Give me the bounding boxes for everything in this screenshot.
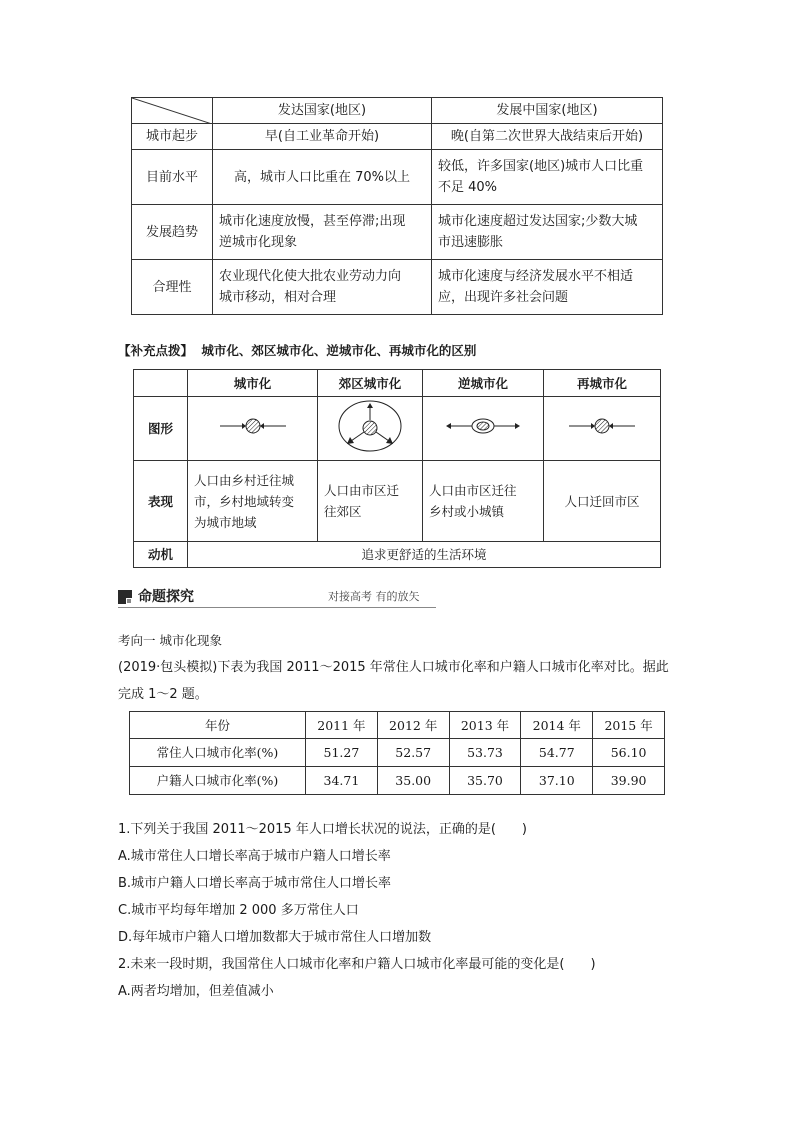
cell-value: 54.77 xyxy=(521,739,593,767)
header-2012: 2012 年 xyxy=(377,712,449,739)
supplement-title: 城市化、郊区城市化、逆城市化、再城市化的区别 xyxy=(201,343,477,358)
header-2011: 2011 年 xyxy=(306,712,378,739)
figure-reurbanization xyxy=(544,397,661,461)
row-label-motive: 动机 xyxy=(134,542,188,568)
reurbanization-inward-arrows-icon xyxy=(567,411,637,441)
question-1-option-c[interactable]: C.城市平均每年增加 2 000 多万常住人口 xyxy=(118,903,359,918)
section-subtitle: 对接高考 有的放矢 xyxy=(328,590,420,603)
header-2015: 2015 年 xyxy=(593,712,665,739)
section-icon xyxy=(118,590,132,604)
question-2-option-a[interactable]: A.两者均增加，但差值减小 xyxy=(118,984,274,999)
cell-developing-rationality: 城市化速度与经济发展水平不相适 应，出现许多社会问题 xyxy=(432,260,663,315)
figure-counter-urbanization xyxy=(423,397,544,461)
cell-developed-trend: 城市化速度放慢，甚至停滞;出现 逆城市化现象 xyxy=(213,205,432,260)
cell-value: 52.57 xyxy=(377,739,449,767)
header-urbanization: 城市化 xyxy=(188,370,318,397)
show-counter-urbanization: 人口由市区迁往 乡村或小城镇 xyxy=(423,461,544,542)
cell-value: 39.90 xyxy=(593,767,665,795)
motive-text: 追求更舒适的生活环境 xyxy=(188,542,661,568)
header-reurbanization: 再城市化 xyxy=(544,370,661,397)
exam-intro-line1: (2019·包头模拟)下表为我国 2011～2015 年常住人口城市化率和户籍人口城市化率对比。据此 xyxy=(118,660,669,675)
row-label-trend: 发展趋势 xyxy=(132,205,213,260)
row-label-registered: 户籍人口城市化率(%) xyxy=(130,767,306,795)
cell-developing-level: 较低，许多国家(地区)城市人口比重 不足 40% xyxy=(432,150,663,205)
cell-developing-trend: 城市化速度超过发达国家;少数大城 市迅速膨胀 xyxy=(432,205,663,260)
cell-developed-rationality: 农业现代化使大批农业劳动力向 城市移动，相对合理 xyxy=(213,260,432,315)
show-suburbanization: 人口由市区迁 往郊区 xyxy=(318,461,423,542)
question-1: 1.下列关于我国 2011～2015 年人口增长状况的说法，正确的是( ) xyxy=(118,822,527,837)
urbanization-inward-arrows-icon xyxy=(218,411,288,441)
header-year: 年份 xyxy=(130,712,306,739)
cell-value: 56.10 xyxy=(593,739,665,767)
header-developing: 发展中国家(地区) xyxy=(432,98,663,124)
figure-suburbanization xyxy=(318,397,423,461)
comparison-table xyxy=(131,97,663,315)
cell-value: 51.27 xyxy=(306,739,378,767)
question-1-option-a[interactable]: A.城市常住人口增长率高于城市户籍人口增长率 xyxy=(118,849,391,864)
header-counter-urbanization: 逆城市化 xyxy=(423,370,544,397)
exam-direction: 考向一 城市化现象 xyxy=(118,633,222,648)
supplement-tag: 【补充点拨】 xyxy=(118,343,194,358)
section-underline xyxy=(118,607,436,608)
exam-intro-line2: 完成 1～2 题。 xyxy=(118,687,208,702)
counter-urbanization-outward-arrows-icon xyxy=(443,411,523,441)
header-suburbanization: 郊区城市化 xyxy=(318,370,423,397)
table-row xyxy=(130,767,665,795)
cell-developed-start: 早(自工业革命开始) xyxy=(213,124,432,150)
cell-value: 37.10 xyxy=(521,767,593,795)
cell-value: 35.70 xyxy=(449,767,521,795)
row-label-rationality: 合理性 xyxy=(132,260,213,315)
table-row xyxy=(130,739,665,767)
section-header xyxy=(118,587,436,609)
question-1-option-d[interactable]: D.每年城市户籍人口增加数都大于城市常住人口增加数 xyxy=(118,930,432,945)
header-developed: 发达国家(地区) xyxy=(213,98,432,124)
section-title: 命题探究 xyxy=(138,589,194,605)
figure-urbanization xyxy=(188,397,318,461)
urbanization-types-table xyxy=(133,369,661,568)
cell-developed-level: 高，城市人口比重在 70%以上 xyxy=(213,150,432,205)
row-label-resident: 常住人口城市化率(%) xyxy=(130,739,306,767)
blank-header-cell xyxy=(134,370,188,397)
row-label-level: 目前水平 xyxy=(132,150,213,205)
header-2013: 2013 年 xyxy=(449,712,521,739)
diagonal-header-cell xyxy=(132,98,213,124)
cell-value: 35.00 xyxy=(377,767,449,795)
cell-value: 53.73 xyxy=(449,739,521,767)
cell-value: 34.71 xyxy=(306,767,378,795)
row-label-figure: 图形 xyxy=(134,397,188,461)
question-2: 2.未来一段时期，我国常住人口城市化率和户籍人口城市化率最可能的变化是( ) xyxy=(118,957,596,972)
header-2014: 2014 年 xyxy=(521,712,593,739)
diagonal-line-icon xyxy=(132,98,212,124)
show-reurbanization: 人口迁回市区 xyxy=(544,461,661,542)
row-label-start: 城市起步 xyxy=(132,124,213,150)
cell-developing-start: 晚(自第二次世界大战结束后开始) xyxy=(432,124,663,150)
show-urbanization: 人口由乡村迁往城 市，乡村地域转变 为城市地域 xyxy=(188,461,318,542)
question-1-option-b[interactable]: B.城市户籍人口增长率高于城市常住人口增长率 xyxy=(118,876,392,891)
urbanization-rate-table xyxy=(129,711,665,795)
supplement-heading xyxy=(118,341,476,361)
suburbanization-outward-arrows-icon xyxy=(335,398,405,454)
row-label-show: 表现 xyxy=(134,461,188,542)
